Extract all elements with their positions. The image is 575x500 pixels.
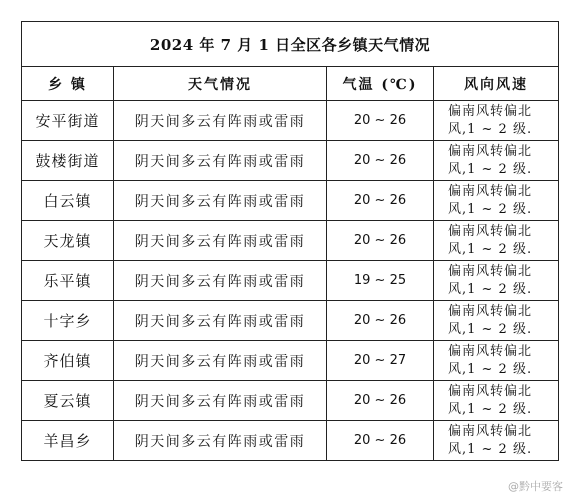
table-row (22, 141, 559, 181)
town-cell: 安平街道 (22, 101, 114, 141)
town-cell: 天龙镇 (22, 221, 114, 261)
wind-line-1: 偏南风转偏北 (448, 383, 533, 399)
table-row (22, 101, 559, 141)
condition-cell: 阴天间多云有阵雨或雷雨 (114, 341, 327, 381)
condition-cell: 阴天间多云有阵雨或雷雨 (114, 381, 327, 421)
condition-cell: 阴天间多云有阵雨或雷雨 (114, 221, 327, 261)
table-title: 2024 年 7 月 1 日全区各乡镇天气情况 (22, 22, 559, 67)
wind-line-1: 偏南风转偏北 (448, 423, 533, 439)
wind-line-2: 风,1 ~ 2 级. (448, 441, 533, 457)
wind-cell (434, 301, 559, 341)
table-body (22, 101, 559, 461)
wind-cell (434, 341, 559, 381)
town-cell: 鼓楼街道 (22, 141, 114, 181)
condition-cell: 阴天间多云有阵雨或雷雨 (114, 141, 327, 181)
temperature-cell: 20 ~ 26 (327, 421, 434, 461)
town-cell: 羊昌乡 (22, 421, 114, 461)
condition-cell: 阴天间多云有阵雨或雷雨 (114, 421, 327, 461)
wind-line-2: 风,1 ~ 2 级. (448, 401, 533, 417)
condition-cell: 阴天间多云有阵雨或雷雨 (114, 101, 327, 141)
table-row (22, 381, 559, 421)
temperature-cell: 20 ~ 27 (327, 341, 434, 381)
wind-line-1: 偏南风转偏北 (448, 103, 533, 119)
town-cell: 白云镇 (22, 181, 114, 221)
header-row (22, 67, 559, 101)
wind-cell (434, 421, 559, 461)
wind-cell (434, 381, 559, 421)
town-cell: 夏云镇 (22, 381, 114, 421)
town-cell: 齐伯镇 (22, 341, 114, 381)
temperature-cell: 19 ~ 25 (327, 261, 434, 301)
wind-line-2: 风,1 ~ 2 级. (448, 281, 533, 297)
wind-cell (434, 101, 559, 141)
wind-line-2: 风,1 ~ 2 级. (448, 161, 533, 177)
town-cell: 乐平镇 (22, 261, 114, 301)
weather-table-sheet (21, 21, 558, 467)
table-row (22, 261, 559, 301)
header-condition: 天气情况 (114, 67, 327, 101)
wind-line-1: 偏南风转偏北 (448, 183, 533, 199)
wind-cell (434, 181, 559, 221)
wind-cell (434, 141, 559, 181)
temperature-cell: 20 ~ 26 (327, 101, 434, 141)
header-temperature: 气温 (℃) (327, 67, 434, 101)
header-wind: 风向风速 (434, 67, 559, 101)
watermark-text: @黔中要客 (508, 480, 563, 493)
wind-line-1: 偏南风转偏北 (448, 343, 533, 359)
wind-line-1: 偏南风转偏北 (448, 223, 533, 239)
condition-cell: 阴天间多云有阵雨或雷雨 (114, 261, 327, 301)
wind-line-1: 偏南风转偏北 (448, 143, 533, 159)
town-cell: 十字乡 (22, 301, 114, 341)
wind-line-1: 偏南风转偏北 (448, 303, 533, 319)
header-town: 乡 镇 (22, 67, 114, 101)
temperature-cell: 20 ~ 26 (327, 221, 434, 261)
table-row (22, 181, 559, 221)
wind-line-2: 风,1 ~ 2 级. (448, 201, 533, 217)
weather-table (21, 21, 559, 461)
wind-line-2: 风,1 ~ 2 级. (448, 241, 533, 257)
temperature-cell: 20 ~ 26 (327, 301, 434, 341)
table-row (22, 341, 559, 381)
table-row (22, 421, 559, 461)
wind-cell (434, 221, 559, 261)
temperature-cell: 20 ~ 26 (327, 141, 434, 181)
temperature-cell: 20 ~ 26 (327, 181, 434, 221)
wind-line-2: 风,1 ~ 2 级. (448, 361, 533, 377)
temperature-cell: 20 ~ 26 (327, 381, 434, 421)
condition-cell: 阴天间多云有阵雨或雷雨 (114, 301, 327, 341)
table-row (22, 221, 559, 261)
wind-line-2: 风,1 ~ 2 级. (448, 321, 533, 337)
wind-cell (434, 261, 559, 301)
wind-line-2: 风,1 ~ 2 级. (448, 121, 533, 137)
table-row (22, 301, 559, 341)
condition-cell: 阴天间多云有阵雨或雷雨 (114, 181, 327, 221)
wind-line-1: 偏南风转偏北 (448, 263, 533, 279)
